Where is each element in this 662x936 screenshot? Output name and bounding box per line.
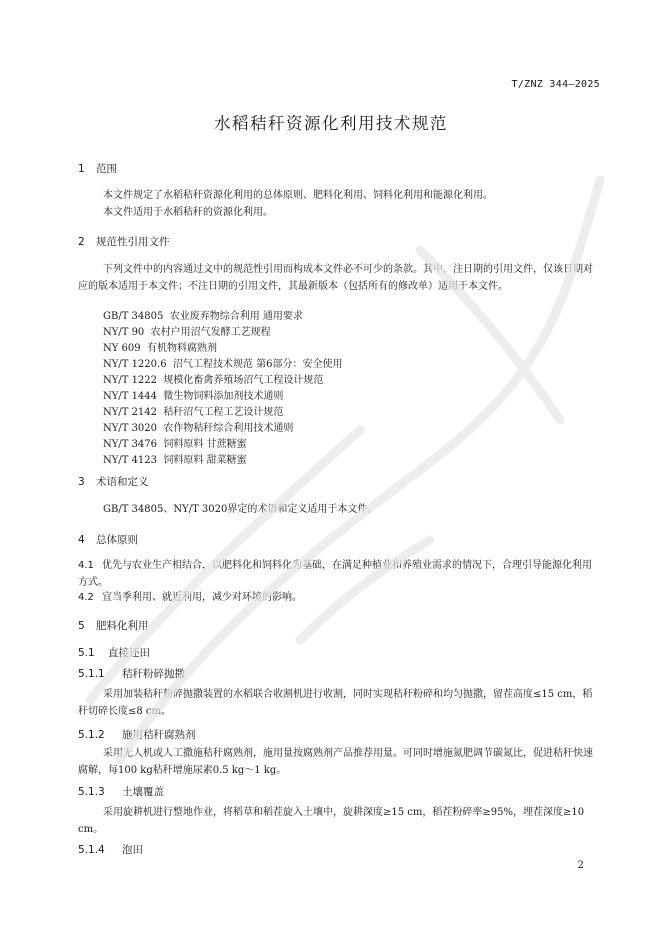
section-title: 术语和定义 bbox=[96, 476, 149, 488]
subsection-5-1-4-heading bbox=[78, 842, 143, 857]
clause-number: 4.2 bbox=[78, 592, 94, 603]
subsection-number: 5.1.4 bbox=[78, 844, 105, 856]
paragraph: 本文件适用于水稻秸秆的资源化利用。 bbox=[103, 207, 273, 218]
section-1-heading bbox=[78, 161, 117, 176]
reference-code: NY/T 4123 bbox=[103, 455, 158, 466]
paragraph: GB/T 34805、NY/T 3020界定的术语和定义适用于本文件。 bbox=[103, 504, 378, 515]
reference-list bbox=[103, 309, 342, 469]
section-title: 规范性引用文件 bbox=[96, 236, 170, 248]
document-code: T/ZNZ 344—2025 bbox=[511, 79, 600, 90]
reference-code: NY/T 1444 bbox=[103, 391, 158, 402]
subsection-title: 秸秆粉碎抛撒 bbox=[122, 668, 185, 680]
subsection-number: 5.1.2 bbox=[78, 729, 105, 741]
reference-item bbox=[103, 405, 342, 421]
reference-item bbox=[103, 389, 342, 405]
reference-code: NY/T 90 bbox=[103, 327, 145, 338]
reference-item bbox=[103, 437, 342, 453]
subsection-title: 施用秸秆腐熟剂 bbox=[122, 729, 196, 741]
subsection-5-1-3-heading bbox=[78, 784, 164, 799]
paragraph: 采用旋耕机进行整地作业，将稻草和稻茬旋入土壤中，旋耕深度≥15 cm，稻茬粉碎率≥95%，埋茬深度≥10 cm。 bbox=[78, 807, 585, 835]
reference-code: NY/T 1222 bbox=[103, 375, 158, 386]
section-3-heading bbox=[78, 474, 149, 489]
subsection-5-1-heading bbox=[78, 645, 150, 660]
clause-text: 宜当季利用、就近利用，减少对环境的影响。 bbox=[102, 592, 302, 603]
reference-code: NY 609 bbox=[103, 343, 141, 354]
reference-title: 规模化畜禽养殖场沼气工程设计规范 bbox=[163, 375, 324, 386]
page-number: 2 bbox=[577, 860, 584, 871]
reference-title: 微生物饲料添加剂技术通则 bbox=[163, 391, 284, 402]
reference-item bbox=[103, 373, 342, 389]
section-5-heading bbox=[78, 618, 149, 633]
subsection-number: 5.1.3 bbox=[78, 786, 105, 798]
paragraph: 下列文件中的内容通过文中的规范性引用而构成本文件必不可少的条款。其中，注日期的引用文件，仅该日期对应的版本适用于本文件；不注日期的引用文件，其最新版本（包括所有的修改单）适用于本文件。 bbox=[78, 264, 593, 292]
reference-code: GB/T 34805 bbox=[103, 311, 164, 322]
reference-title: 沼气工程技术规范 第6部分：安全使用 bbox=[172, 359, 343, 370]
section-title: 范围 bbox=[96, 163, 117, 175]
reference-item bbox=[103, 357, 342, 373]
reference-item bbox=[103, 325, 342, 341]
subsection-number: 5.1.1 bbox=[78, 668, 105, 680]
clause-4-2 bbox=[78, 589, 598, 606]
reference-title: 农业废弃物综合利用 通用要求 bbox=[169, 311, 303, 322]
reference-item bbox=[103, 453, 342, 469]
reference-item bbox=[103, 341, 342, 357]
paragraph: 本文件规定了水稻秸秆资源化利用的总体原则、肥料化利用、饲料化利用和能源化利用。 bbox=[103, 190, 493, 201]
section-number: 2 bbox=[78, 236, 85, 248]
clause-4-1 bbox=[78, 557, 598, 591]
subsection-title: 土壤覆盖 bbox=[122, 786, 164, 798]
reference-item bbox=[103, 421, 342, 437]
section-title: 总体原则 bbox=[96, 534, 138, 546]
reference-title: 饲料原料 甜菜糖蜜 bbox=[163, 455, 247, 466]
section-number: 1 bbox=[78, 163, 85, 175]
reference-code: NY/T 3476 bbox=[103, 439, 158, 450]
section-number: 5 bbox=[78, 620, 85, 632]
reference-title: 饲料原料 甘蔗糖蜜 bbox=[163, 439, 247, 450]
subsection-title: 泡田 bbox=[122, 844, 143, 856]
paragraph: 采用无人机或人工撒施秸秆腐熟剂，施用量按腐熟剂产品推荐用量。可同时增施氮肥调节碳氮比，促进秸秆快速腐解，每100 kg秸秆增施尿素0.5 kg～1 kg。 bbox=[78, 748, 593, 776]
reference-code: NY/T 1220.6 bbox=[103, 359, 167, 370]
subsection-number: 5.1 bbox=[78, 647, 95, 659]
section-number: 4 bbox=[78, 534, 85, 546]
subsection-5-1-1-heading bbox=[78, 666, 185, 681]
paragraph: 采用加装秸秆粉碎抛撒装置的水稻联合收割机进行收割，同时实现秸秆粉碎和均匀抛撒，留茬高度≤15 cm，稻秆切碎长度≤8 cm。 bbox=[78, 689, 593, 717]
section-4-heading bbox=[78, 532, 138, 547]
reference-code: NY/T 3020 bbox=[103, 423, 158, 434]
reference-title: 农村户用沼气发酵工艺规程 bbox=[150, 327, 271, 338]
document-title: 水稻秸秆资源化利用技术规范 bbox=[214, 114, 448, 133]
clause-number: 4.1 bbox=[78, 560, 94, 571]
clause-text: 优先与农业生产相结合，以肥料化和饲料化为基础，在满足种植业和养殖业需求的情况下，合理引导能源化利用方式。 bbox=[78, 560, 592, 588]
reference-title: 农作物秸秆综合利用技术通则 bbox=[163, 423, 294, 434]
reference-item bbox=[103, 309, 342, 325]
section-number: 3 bbox=[78, 476, 85, 488]
subsection-title: 直接还田 bbox=[108, 647, 150, 659]
reference-title: 有机物料腐熟剂 bbox=[146, 343, 217, 354]
section-2-heading bbox=[78, 234, 170, 249]
reference-title: 秸秆沼气工程工艺设计规范 bbox=[163, 407, 284, 418]
subsection-5-1-2-heading bbox=[78, 727, 196, 742]
reference-code: NY/T 2142 bbox=[103, 407, 158, 418]
section-title: 肥料化利用 bbox=[96, 620, 149, 632]
